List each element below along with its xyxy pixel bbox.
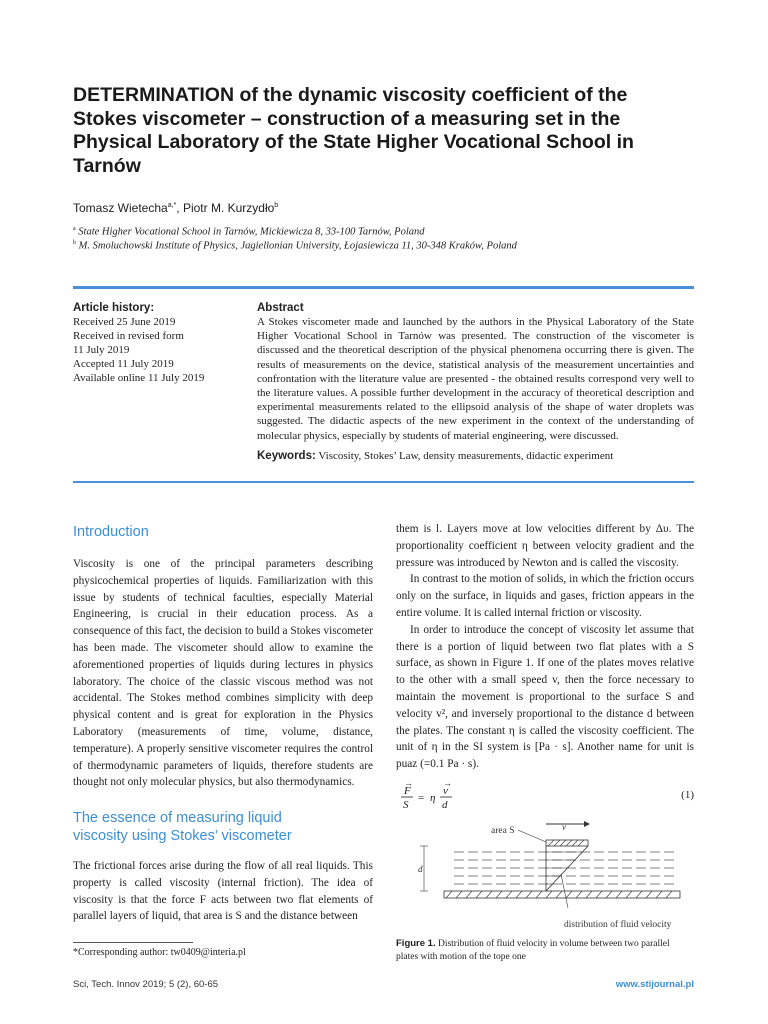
authors [73,201,278,215]
paragraph: In contrast to the motion of solids, in which the friction occurs only on the surface, in liquids and gases, friction appears in the entire volume. It is called internal friction or viscosity. [396,573,694,619]
keywords [257,450,613,462]
abstract [257,301,694,443]
header-divider [73,286,694,289]
figure-1-diagram [396,818,694,936]
figure-label-v: v [562,822,566,832]
keywords-text: Viscosity, Stokes’ Law, density measurements, didactic experiment [315,450,614,462]
history-line: Available online 11 July 2019 [73,372,205,384]
footer-citation: Sci, Tech. Innov 2019; 5 (2), 60-65 [73,979,219,990]
affiliation-text: M. Smoluchowski Institute of Physics, Jagiellonian University, Łojasiewicza 11, 30-348 Kraków, Poland [78,240,517,252]
abstract-divider [73,481,694,483]
history-line: Received 25 June 2019 [73,316,176,328]
svg-text:S: S [403,799,409,811]
svg-text:→: → [404,782,413,788]
author-name: Piotr M. Kurzydło [182,201,275,215]
affiliation-sup: a [73,226,76,232]
abstract-heading: Abstract [257,302,304,314]
section-heading-essence [73,809,292,845]
paragraph: Viscosity is one of the principal parameters describing physicochemical properties of liquids. Familiarization with this issue by students of technical faculties, especially Material Engineering, is crucial in their education process. As a consequence of this fact, the decision to build a Stokes viscometer has been made. The viscometer should allow to examine the aforementioned properties of liquids during lectures in physics laboratory. The choice of the classic viscous method was not accidental. The Stokes method combines simplicity with deep physical content and is great for exploration in the Physics Laboratory (measurements of time, volume, distance, temperature). A properly sensitive viscometer requires the control of thermodynamic parameters of liquids, therefore students are thought not only molecular physics, but also thermodynamics. [73,558,373,789]
paragraph: The frictional forces arise during the flow of all real liquids. This property is called viscosity (internal friction). The idea of viscosity is that the force F acts between two flat elements of parallel layers of liquid, that area is S and the distance between [73,860,373,923]
svg-text:F: F [404,785,411,797]
svg-text:=: = [418,792,425,804]
author-sup: a,* [167,202,177,209]
caption-label: Figure 1. [396,938,436,949]
abstract-text: A Stokes viscometer made and launched by the authors in the Physical Laboratory of the State Higher Vocational School in Tarnów was presented. The construction of the viscometer is discussed and the theoretical description of the physical phenomena occurring there is given. The results of measurements on the device, statistical analysis of the measurement uncertainties and confrontation with the literature value are presented - the obtained results correspond very well to the literature values. A possible further development in the accuracy of theoretical description and experimental measurements related to the ellipsoid analysis of the shape of water droplets was suggested. The didactic aspects of the new experiment in the context of the understanding of molecular physics, especially by students of material engineering, were discussed. [257,316,694,442]
paragraph: them is l. Layers move at low velocities different by Δυ. The proportionality coefficient η between velocity gradient and the pressure was introduced by Newton and is called the viscosity. [396,523,694,569]
history-line: Accepted 11 July 2019 [73,358,174,370]
article-history-heading: Article history: [73,302,155,314]
svg-text:→: → [443,782,452,788]
heading-line: viscosity using Stokes’ viscometer [73,828,292,844]
author-separator: , [176,201,183,215]
svg-text:v: v [443,785,448,797]
history-line: Received in revised form [73,330,184,342]
footnote-divider [73,942,193,943]
heading-line: The essence of measuring liquid [73,810,282,826]
history-line: 11 July 2019 [73,344,130,356]
footnote: *Corresponding author: tw0409@interia.pl [73,947,246,958]
caption-text: Distribution of fluid velocity in volume between two parallel plates with motion of the tope one [396,939,670,962]
author-sup: b [274,202,279,209]
equation-number: (1) [681,789,694,801]
keywords-label: Keywords: [257,450,316,462]
essence-text [73,858,373,925]
paragraph: In order to introduce the concept of viscosity let assume that there is a portion of liquid between two flat plates with a S surface, as shown in Figure 1. If one of the plates moves relative to the other with a small speed v, then the force necessary to maintain the movement is proportional to the surface S and velocity v², and inversely proportional to the distance d between the plates. The constant η is called the viscosity coefficient. The unit of η in the SI system is [Pa · s]. Another name for unit is puaz (=0.1 Pa · s). [396,623,694,771]
title-rest: of the dynamic viscosity coefficient of the Stokes viscometer – construction of a measuring set in the Physical Laboratory of the State Higher Vocational School in Tarnów [73,84,634,177]
affiliation [73,226,425,238]
footer-website-link[interactable]: www.stijournal.pl [615,979,694,990]
figure-label-d: d [418,864,423,874]
affiliation-sup: b [73,240,76,246]
affiliation [73,240,517,252]
figure-caption [396,937,694,964]
figure-label-distribution: distribution of fluid velocity [564,920,672,930]
figure-label-area: area S [491,826,515,836]
affiliation-text: State Higher Vocational School in Tarnów, Mickiewicza 8, 33-100 Tarnów, Poland [78,226,425,238]
equation-formula [398,782,478,812]
section-heading-introduction: Introduction [73,524,149,540]
svg-text:d: d [442,799,448,811]
equation-1 [398,782,694,812]
introduction-text [73,556,373,791]
title-bold-word: DETERMINATION [73,84,235,106]
svg-text:η: η [430,792,436,804]
author-name: Tomasz Wietecha [73,201,168,215]
right-column-text [396,521,694,773]
article-history [73,301,243,385]
article-title [73,84,693,178]
